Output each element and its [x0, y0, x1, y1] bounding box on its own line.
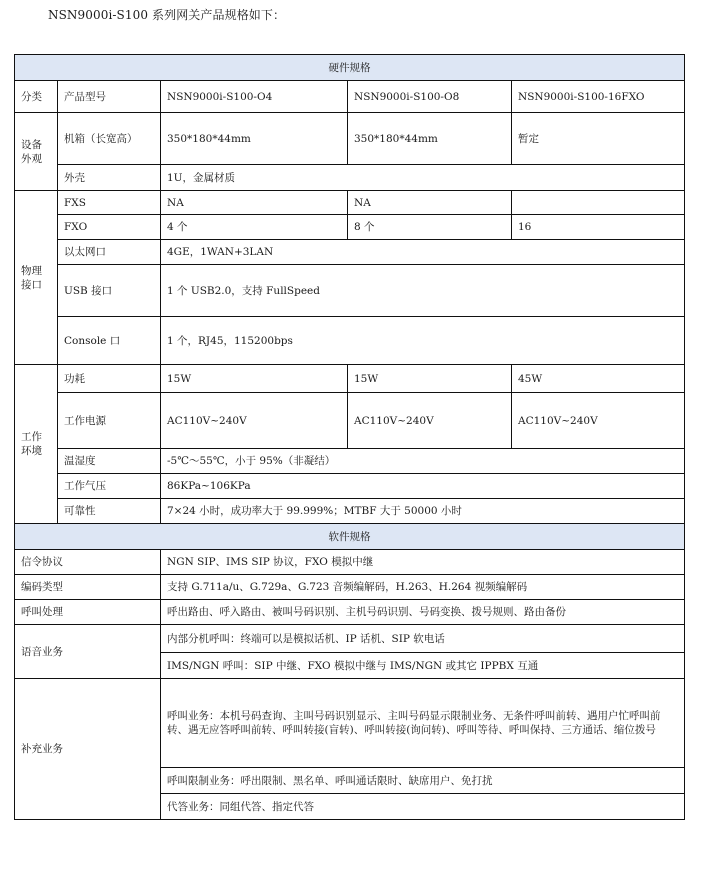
- reliability-row: [15, 499, 685, 524]
- voice-label: 语音业务: [15, 625, 161, 679]
- physical-group: 物理 接口: [15, 191, 58, 365]
- fxs-label: FXS: [58, 191, 161, 215]
- model-o8: NSN9000i-S100-O8: [348, 81, 512, 113]
- supply-row: [15, 393, 685, 449]
- console-value: 1 个，RJ45，115200bps: [161, 317, 685, 365]
- supplementary-label: 补充业务: [15, 679, 161, 820]
- supplementary-value-2: 呼叫限制业务：呼出限制、黑名单、呼叫通话限时、缺席用户、免打扰: [161, 768, 685, 794]
- fxo-16fxo: 16: [512, 215, 685, 240]
- shell-value: 1U，金属材质: [161, 165, 685, 191]
- shell-row: [15, 165, 685, 191]
- humidity-row: [15, 449, 685, 474]
- supply-o8: AC110V~240V: [348, 393, 512, 449]
- chassis-label: 机箱（长宽高）: [58, 113, 161, 165]
- chassis-o4: 350*180*44mm: [161, 113, 348, 165]
- supply-o4: AC110V~240V: [161, 393, 348, 449]
- signaling-row: [15, 550, 685, 575]
- fxo-row: [15, 215, 685, 240]
- usb-value: 1 个 USB2.0，支持 FullSpeed: [161, 265, 685, 317]
- intro-text: NSN9000i-S100 系列网关产品规格如下：: [48, 8, 286, 22]
- category-header: 分类: [15, 81, 58, 113]
- power-16fxo: 45W: [512, 365, 685, 393]
- ethernet-label: 以太网口: [58, 240, 161, 265]
- supplementary-row-1: [15, 679, 685, 768]
- fxs-row: [15, 191, 685, 215]
- chassis-o8: 350*180*44mm: [348, 113, 512, 165]
- voice-value-2: IMS/NGN 呼叫：SIP 中继、FXO 模拟中继与 IMS/NGN 或其它 IPPBX 互通: [161, 653, 685, 679]
- humidity-value: -5℃～55℃，小于 95%（非凝结）: [161, 449, 685, 474]
- model-row: [15, 81, 685, 113]
- humidity-label: 温湿度: [58, 449, 161, 474]
- pressure-value: 86KPa~106KPa: [161, 474, 685, 499]
- power-o8: 15W: [348, 365, 512, 393]
- chassis-16fxo: 暂定: [512, 113, 685, 165]
- supply-16fxo: AC110V~240V: [512, 393, 685, 449]
- supply-label: 工作电源: [58, 393, 161, 449]
- usb-label: USB 接口: [58, 265, 161, 317]
- shell-label: 外壳: [58, 165, 161, 191]
- ethernet-row: [15, 240, 685, 265]
- software-section-title: 软件规格: [15, 524, 685, 550]
- spec-table: [14, 54, 685, 820]
- power-o4: 15W: [161, 365, 348, 393]
- reliability-label: 可靠性: [58, 499, 161, 524]
- appearance-group: 设备 外观: [15, 113, 58, 191]
- pressure-label: 工作气压: [58, 474, 161, 499]
- voice-row-1: [15, 625, 685, 653]
- console-row: [15, 317, 685, 365]
- chassis-row: [15, 113, 685, 165]
- codec-value: 支持 G.711a/u、G.729a、G.723 音频编解码，H.263、H.264 视频编解码: [161, 575, 685, 600]
- codec-row: [15, 575, 685, 600]
- hardware-section-title: 硬件规格: [15, 55, 685, 81]
- call-value: 呼出路由、呼入路由、被叫号码识别、主机号码识别、号码变换、拨号规则、路由备份: [161, 600, 685, 625]
- fxs-16fxo: [512, 191, 685, 215]
- call-label: 呼叫处理: [15, 600, 161, 625]
- fxo-o4: 4 个: [161, 215, 348, 240]
- voice-value-1: 内部分机呼叫：终端可以是模拟话机、IP 话机、SIP 软电话: [161, 625, 685, 653]
- codec-label: 编码类型: [15, 575, 161, 600]
- console-label: Console 口: [58, 317, 161, 365]
- signaling-label: 信令协议: [15, 550, 161, 575]
- fxs-o8: NA: [348, 191, 512, 215]
- model-16fxo: NSN9000i-S100-16FXO: [512, 81, 685, 113]
- signaling-value: NGN SIP、IMS SIP 协议，FXO 模拟中继: [161, 550, 685, 575]
- usb-row: [15, 265, 685, 317]
- supplementary-value-1: 呼叫业务：本机号码查询、主叫号码识别显示、主叫号码显示限制业务、无条件呼叫前转、遇用户忙呼叫前转、遇无应答呼叫前转、呼叫转接(盲转)、呼叫转接(询问转)、呼叫等待、呼叫保持、三方通话、缩位拨号: [161, 679, 685, 768]
- power-row: [15, 365, 685, 393]
- reliability-value: 7×24 小时，成功率大于 99.999%；MTBF 大于 50000 小时: [161, 499, 685, 524]
- ethernet-value: 4GE，1WAN+3LAN: [161, 240, 685, 265]
- fxo-o8: 8 个: [348, 215, 512, 240]
- power-label: 功耗: [58, 365, 161, 393]
- model-header: 产品型号: [58, 81, 161, 113]
- call-row: [15, 600, 685, 625]
- model-o4: NSN9000i-S100-O4: [161, 81, 348, 113]
- fxs-o4: NA: [161, 191, 348, 215]
- environment-group: 工作 环境: [15, 365, 58, 524]
- pressure-row: [15, 474, 685, 499]
- fxo-label: FXO: [58, 215, 161, 240]
- supplementary-value-3: 代答业务：同组代答、指定代答: [161, 794, 685, 820]
